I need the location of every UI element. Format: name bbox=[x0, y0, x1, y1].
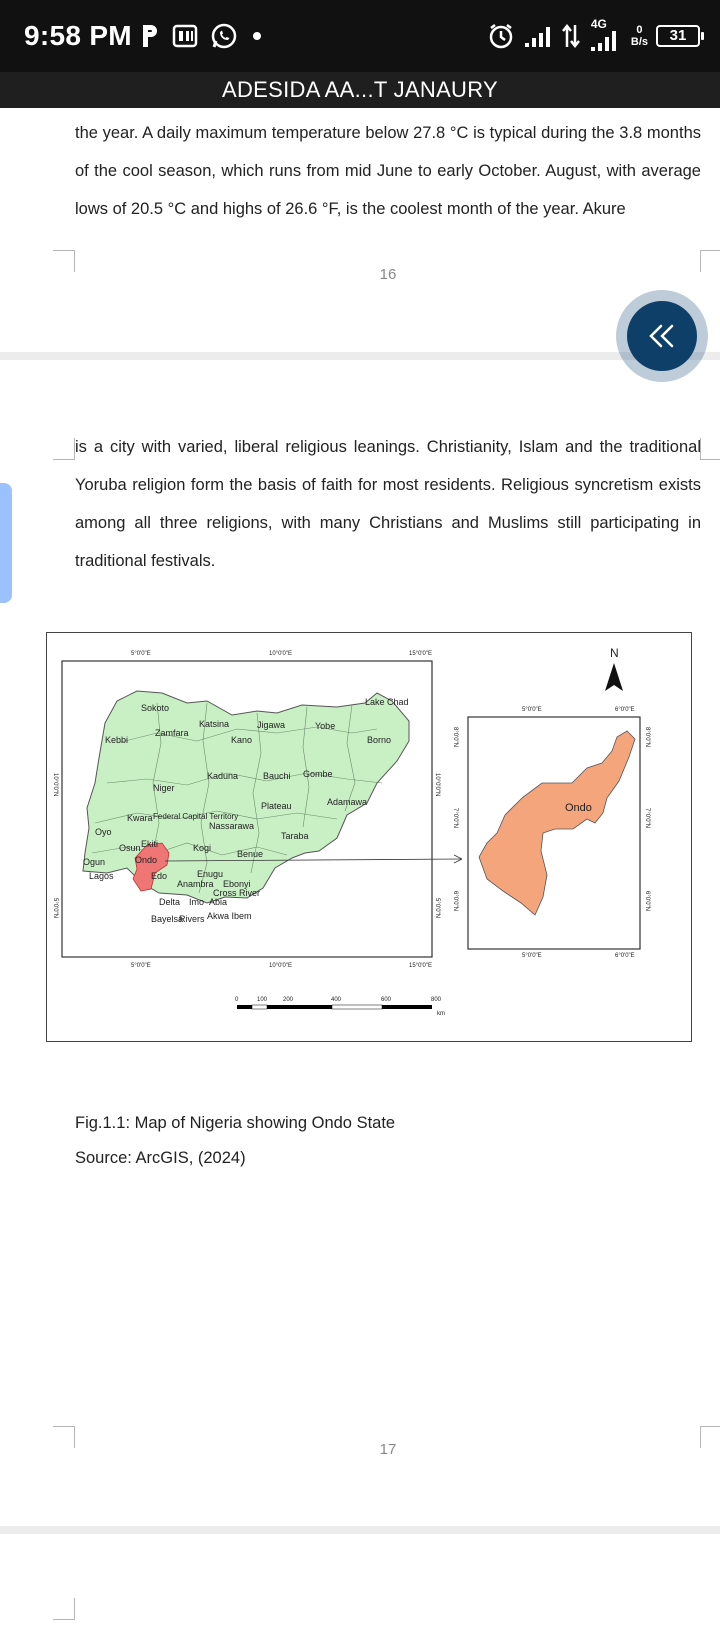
scale-unit-label: km bbox=[437, 1011, 445, 1017]
ondo-inset-shape bbox=[479, 731, 635, 915]
page-separator bbox=[0, 1526, 720, 1534]
double-chevron-left-icon bbox=[647, 323, 677, 349]
parking-app-icon bbox=[140, 23, 160, 49]
state-label: Lagos bbox=[89, 871, 114, 881]
inset-longitude-label-top: 6°0'0"E bbox=[615, 707, 635, 713]
battery-level: 31 bbox=[669, 27, 687, 44]
latitude-label-right: 10°0'0"N bbox=[434, 773, 440, 797]
page-number-16: 16 bbox=[379, 266, 397, 283]
data-transfer-icon bbox=[561, 23, 581, 49]
inset-longitude-label-top: 5°0'0"E bbox=[522, 707, 542, 713]
state-label: Gombe bbox=[303, 769, 333, 779]
state-label: Akwa Ibem bbox=[207, 911, 252, 921]
state-label: Kwara bbox=[127, 813, 153, 823]
state-label: Osun bbox=[119, 843, 141, 853]
state-label: Cross River bbox=[213, 888, 261, 898]
data-speed-unit: B/s bbox=[630, 36, 648, 48]
longitude-label-bottom: 10°0'0"E bbox=[269, 963, 293, 969]
state-label: Katsina bbox=[199, 719, 230, 729]
inset-latitude-label-left: 6°0'0"N bbox=[452, 891, 458, 912]
news-app-icon bbox=[172, 23, 198, 49]
state-label: Enugu bbox=[197, 869, 224, 879]
page-number-17: 17 bbox=[379, 1441, 397, 1458]
state-label: Kaduna bbox=[207, 771, 239, 781]
state-label: Lake Chad bbox=[365, 697, 409, 707]
inset-latitude-label-right: 7°0'0"N bbox=[644, 808, 650, 829]
scale-tick-label: 400 bbox=[331, 997, 342, 1003]
state-label: Oyo bbox=[95, 827, 112, 837]
inset-longitude-label-bottom: 6°0'0"E bbox=[615, 953, 635, 959]
state-label: Niger bbox=[153, 783, 175, 793]
north-label: N bbox=[610, 646, 619, 660]
system-icons bbox=[487, 18, 700, 54]
alarm-icon bbox=[487, 22, 515, 50]
inset-longitude-label-bottom: 5°0'0"E bbox=[522, 953, 542, 959]
scale-tick-label: 0 bbox=[235, 997, 239, 1003]
status-time: 9:58 PM bbox=[24, 20, 132, 51]
scale-tick-label: 800 bbox=[431, 997, 442, 1003]
state-label: Nassarawa bbox=[209, 821, 255, 831]
state-label: Kebbi bbox=[105, 735, 129, 745]
whatsapp-icon bbox=[210, 22, 238, 50]
scale-bar bbox=[237, 1005, 432, 1009]
page-separator bbox=[0, 352, 720, 360]
status-bar bbox=[0, 0, 720, 72]
inset-latitude-label-right: 6°0'0"N bbox=[644, 891, 650, 912]
page-margin-mark bbox=[53, 1598, 75, 1620]
fab-inner[interactable] bbox=[627, 301, 697, 371]
page-margin-mark bbox=[700, 438, 720, 460]
inset-label: Ondo bbox=[565, 802, 592, 814]
state-label: Kogi bbox=[193, 843, 212, 853]
state-label: Kano bbox=[231, 735, 253, 745]
state-label: Delta bbox=[159, 897, 181, 907]
dot-icon bbox=[250, 29, 264, 43]
notification-icons bbox=[140, 20, 264, 52]
document-viewer[interactable] bbox=[0, 108, 720, 1640]
state-label: Taraba bbox=[281, 831, 309, 841]
latitude-label-left: 5°0'0"N bbox=[52, 898, 58, 919]
state-label: Ondo bbox=[135, 855, 158, 865]
state-label: Sokoto bbox=[141, 703, 170, 713]
longitude-label-bottom: 15°0'0"E bbox=[409, 963, 433, 969]
document-title: ADESIDA AA...T JANAURY bbox=[222, 77, 498, 102]
state-label: Ekiti bbox=[141, 839, 159, 849]
map-svg bbox=[47, 633, 690, 1040]
battery-icon bbox=[656, 25, 700, 47]
page16-paragraph: the year. A daily maximum temperature below 27.8 °C is typical during the 3.8 months of the cool season, which runs from mid June to early October. August, with average lows of 20.5 °C and highs of 26.6 °F, is the coolest month of the year. Akure bbox=[75, 124, 701, 218]
state-label: Imo bbox=[189, 897, 205, 907]
figure-source: Source: ArcGIS, (2024) bbox=[75, 1149, 246, 1167]
state-label: Benue bbox=[237, 849, 264, 859]
longitude-label-top: 15°0'0"E bbox=[409, 651, 433, 657]
state-label: Yobe bbox=[315, 721, 336, 731]
state-label: Abia bbox=[209, 897, 228, 907]
state-label: Edo bbox=[151, 871, 168, 881]
state-label: Adamawa bbox=[327, 797, 368, 807]
nigeria-map-figure bbox=[46, 632, 692, 1042]
page17-paragraph: is a city with varied, liberal religious leanings. Christianity, Islam and the traditional Yoruba religion form the basis of faith for most residents. Religious syncretism exists among all three religions, with many Christians and Muslims still participating in traditional festivals. bbox=[75, 438, 701, 570]
data-speed bbox=[631, 24, 648, 48]
side-panel-handle[interactable] bbox=[0, 483, 12, 603]
state-label: Bayelsa bbox=[151, 914, 184, 924]
longitude-label-top: 10°0'0"E bbox=[269, 651, 293, 657]
data-speed-value: 0 bbox=[636, 24, 643, 36]
state-label: Anambra bbox=[177, 879, 214, 889]
state-label: Zamfara bbox=[155, 728, 189, 738]
document-title-bar[interactable] bbox=[0, 72, 720, 108]
state-label: Bauchi bbox=[263, 771, 291, 781]
state-label: Federal Capital Territory bbox=[153, 812, 239, 821]
latitude-label-left: 10°0'0"N bbox=[52, 773, 58, 797]
inset-latitude-label-left: 7°0'0"N bbox=[452, 808, 458, 829]
north-arrow-icon bbox=[605, 663, 623, 691]
scale-tick-label: 600 bbox=[381, 997, 392, 1003]
inset-latitude-label-left: 8°0'0"N bbox=[452, 727, 458, 748]
signal-icon-2 bbox=[589, 31, 623, 53]
state-label: Ebonyi bbox=[223, 879, 251, 889]
network-indicator bbox=[589, 17, 623, 51]
scale-tick-label: 100 bbox=[257, 997, 268, 1003]
page-margin-mark bbox=[53, 438, 75, 460]
state-label: Rivers bbox=[179, 914, 205, 924]
longitude-label-top: 5°0'0"E bbox=[131, 651, 151, 657]
network-type-label: 4G bbox=[590, 17, 607, 31]
state-label: Plateau bbox=[261, 801, 292, 811]
signal-icon bbox=[523, 23, 553, 49]
state-label: Ogun bbox=[83, 857, 106, 867]
inset-latitude-label-right: 8°0'0"N bbox=[644, 727, 650, 748]
state-label: Jigawa bbox=[257, 720, 286, 730]
back-fab-button[interactable] bbox=[616, 290, 708, 382]
scale-tick-label: 200 bbox=[283, 997, 294, 1003]
state-label: Borno bbox=[367, 735, 392, 745]
figure-caption: Fig.1.1: Map of Nigeria showing Ondo State bbox=[75, 1114, 396, 1132]
latitude-label-right: 5°0'0"N bbox=[434, 898, 440, 919]
longitude-label-bottom: 5°0'0"E bbox=[131, 963, 151, 969]
